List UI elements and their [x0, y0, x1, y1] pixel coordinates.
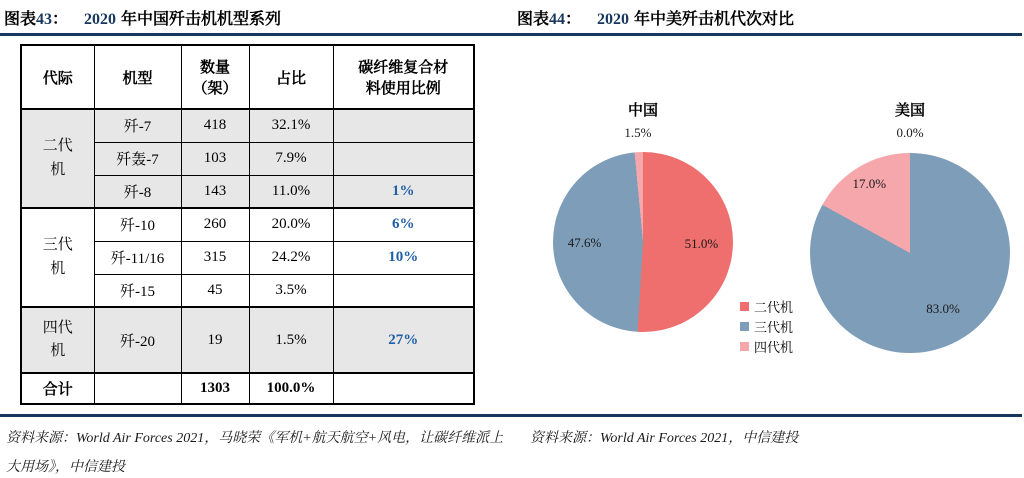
column-header: 机型 — [94, 45, 181, 109]
cf-cell — [333, 109, 474, 142]
legend-item — [740, 316, 793, 336]
source-note-right: 资料来源：World Air Forces 2021，中信建投 — [530, 431, 799, 446]
source-note-left: 资料来源：World Air Forces 2021，马晓荣《军机+航天航空+风电，让碳纤维派上大用场》，中信建投 — [6, 431, 504, 476]
fighter-table-wrap — [20, 44, 475, 405]
pie-value-label: 17.0% — [852, 176, 887, 192]
legend-item — [740, 296, 793, 316]
figure-label: 图表 — [517, 11, 550, 28]
column-header: 碳纤维复合材 料使用比例 — [333, 45, 474, 109]
pie-value-label: 0.0% — [896, 125, 924, 140]
pct-cell: 32.1% — [249, 109, 333, 142]
cf-cell: 10% — [333, 241, 474, 274]
pie-chart-china — [553, 152, 733, 332]
total-label-cell: 合计 — [21, 373, 94, 404]
pie-title-usa: 美国 — [894, 103, 926, 119]
legend-item — [740, 336, 793, 356]
pie-value-label: 1.5% — [624, 125, 652, 141]
generation-cell — [21, 307, 94, 373]
title-year: 2020 — [597, 11, 630, 28]
fighter-model-table — [20, 44, 475, 405]
legend-swatch — [740, 322, 749, 331]
model-cell: 歼-8 — [94, 175, 181, 208]
legend-swatch — [740, 342, 749, 351]
pct-cell: 1.5% — [249, 307, 333, 373]
generation-label: 四代机 — [42, 319, 73, 359]
legend-label: 四代机 — [754, 339, 794, 355]
pie-legend — [740, 296, 793, 356]
pie-value-label: 47.6% — [567, 235, 602, 250]
figure-number: 44 — [549, 11, 566, 28]
qty-cell: 1303 — [181, 373, 249, 404]
column-header: 数量 （架） — [181, 45, 249, 109]
pie-title-china: 中国 — [627, 103, 659, 119]
pct-cell: 100.0% — [249, 373, 333, 404]
legend-label: 三代机 — [754, 319, 794, 335]
table-row — [21, 109, 474, 142]
column-header: 代际 — [21, 45, 94, 109]
table-header-row — [21, 45, 474, 109]
qty-cell: 260 — [181, 208, 249, 241]
model-cell: 歼-10 — [94, 208, 181, 241]
title-text: 年中美歼击机代次对比 — [634, 11, 795, 28]
cf-cell — [333, 373, 474, 404]
pct-cell: 24.2% — [249, 241, 333, 274]
title-year: 2020 — [84, 11, 117, 28]
column-header: 占比 — [249, 45, 333, 109]
title-text: 年中国歼击机机型系列 — [121, 11, 282, 28]
generation-label: 二代机 — [42, 138, 73, 178]
cf-cell — [333, 142, 474, 175]
model-cell: 歼-11/16 — [94, 241, 181, 274]
qty-cell: 19 — [181, 307, 249, 373]
title-divider-rule — [0, 33, 1022, 36]
figure-label: 图表 — [4, 11, 37, 28]
model-cell: 歼-7 — [94, 109, 181, 142]
pct-cell: 11.0% — [249, 175, 333, 208]
figure-number: 43 — [36, 11, 53, 28]
table-row — [21, 307, 474, 373]
pie-value-label: 51.0% — [684, 235, 719, 251]
model-cell: 歼-15 — [94, 274, 181, 307]
qty-cell: 143 — [181, 175, 249, 208]
legend-swatch — [740, 302, 749, 311]
pct-cell: 7.9% — [249, 142, 333, 175]
cf-cell — [333, 274, 474, 307]
generation-label: 三代机 — [42, 237, 73, 277]
pct-cell: 3.5% — [249, 274, 333, 307]
pie-value-label: 83.0% — [926, 300, 960, 316]
model-cell: 歼轰-7 — [94, 142, 181, 175]
generation-cell — [21, 109, 94, 208]
legend-label: 二代机 — [754, 299, 794, 315]
figure-colon: ： — [565, 11, 582, 28]
figure-44-title — [517, 6, 794, 29]
figure-43-title — [4, 6, 281, 29]
qty-cell: 103 — [181, 142, 249, 175]
figure-colon: ： — [52, 11, 69, 28]
qty-cell: 418 — [181, 109, 249, 142]
total-row — [21, 373, 474, 404]
pct-cell: 20.0% — [249, 208, 333, 241]
model-cell — [94, 373, 181, 404]
pie-chart-usa — [810, 153, 1010, 353]
qty-cell: 45 — [181, 274, 249, 307]
bottom-divider-rule — [0, 414, 1022, 417]
qty-cell: 315 — [181, 241, 249, 274]
cf-cell: 27% — [333, 307, 474, 373]
cf-cell: 6% — [333, 208, 474, 241]
generation-cell — [21, 208, 94, 307]
model-cell: 歼-20 — [94, 307, 181, 373]
cf-cell: 1% — [333, 175, 474, 208]
table-row — [21, 208, 474, 241]
